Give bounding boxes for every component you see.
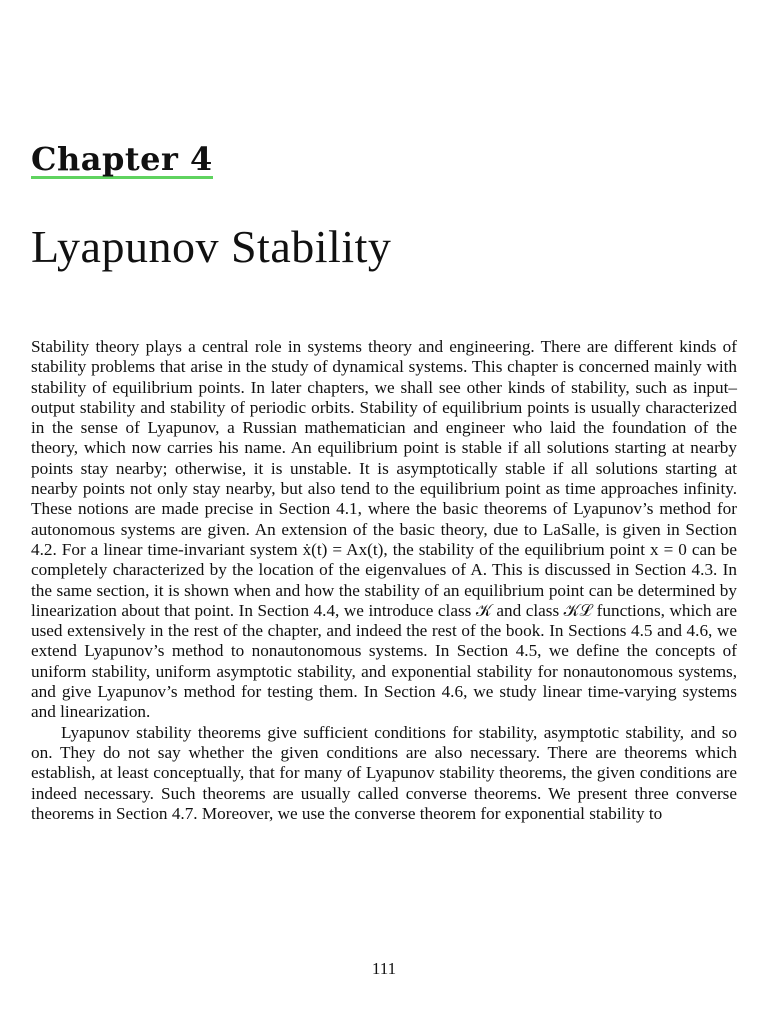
body-text (31, 337, 737, 824)
paragraph-2: Lyapunov stability theorems give sufficient conditions for stability, asymptotic stability, and so on. They do not say whether the given conditions are also necessary. There are theorems which establish, at least conceptually, that for many of Lyapunov stability theorems, the given conditions are indeed necessary. Such theorems are usually called converse theorems. We present three converse theorems in Section 4.7. Moreover, we use the converse theorem for exponential stability to (31, 722, 737, 823)
paragraph-1: Stability theory plays a central role in systems theory and engineering. There are different kinds of stability problems that arise in the study of dynamical systems. This chapter is concerned mainly with stability of equilibrium points. In later chapters, we shall see other kinds of stability, such as input–output stability and stability of periodic orbits. Stability of equilibrium points is usually characterized in the sense of Lyapunov, a Russian mathematician and engineer who laid the foundation of the theory, which now carries his name. An equilibrium point is stable if all solutions starting at nearby points stay nearby; otherwise, it is unstable. It is asymptotically stable if all solutions starting at nearby points not only stay nearby, but also tend to the equilibrium point as time approaches infinity. These notions are made precise in Section 4.1, where the basic theorems of Lyapunov’s method for autonomous systems are given. An extension of the basic theory, due to LaSalle, is given in Section 4.2. For a linear time-invariant system ẋ(t) = Ax(t), the stability of the equilibrium point x = 0 can be completely characterized by the location of the eigenvalues of A. This is discussed in Section 4.3. In the same section, it is shown when and how the stability of an equilibrium point can be determined by linearization about that point. In Section 4.4, we introduce class 𝒦 and class 𝒦ℒ functions, which are used extensively in the rest of the chapter, and indeed the rest of the book. In Sections 4.5 and 4.6, we extend Lyapunov’s method to nonautonomous systems. In Section 4.5, we define the concepts of uniform stability, uniform asymptotic stability, and exponential stability for nonautonomous systems, and give Lyapunov’s method for testing them. In Section 4.6, we study linear time-varying systems and linearization. (31, 337, 737, 722)
chapter-title: Lyapunov Stability (31, 221, 392, 272)
page-number: 111 (371, 959, 397, 978)
chapter-label: Chapter 4 (31, 140, 213, 178)
